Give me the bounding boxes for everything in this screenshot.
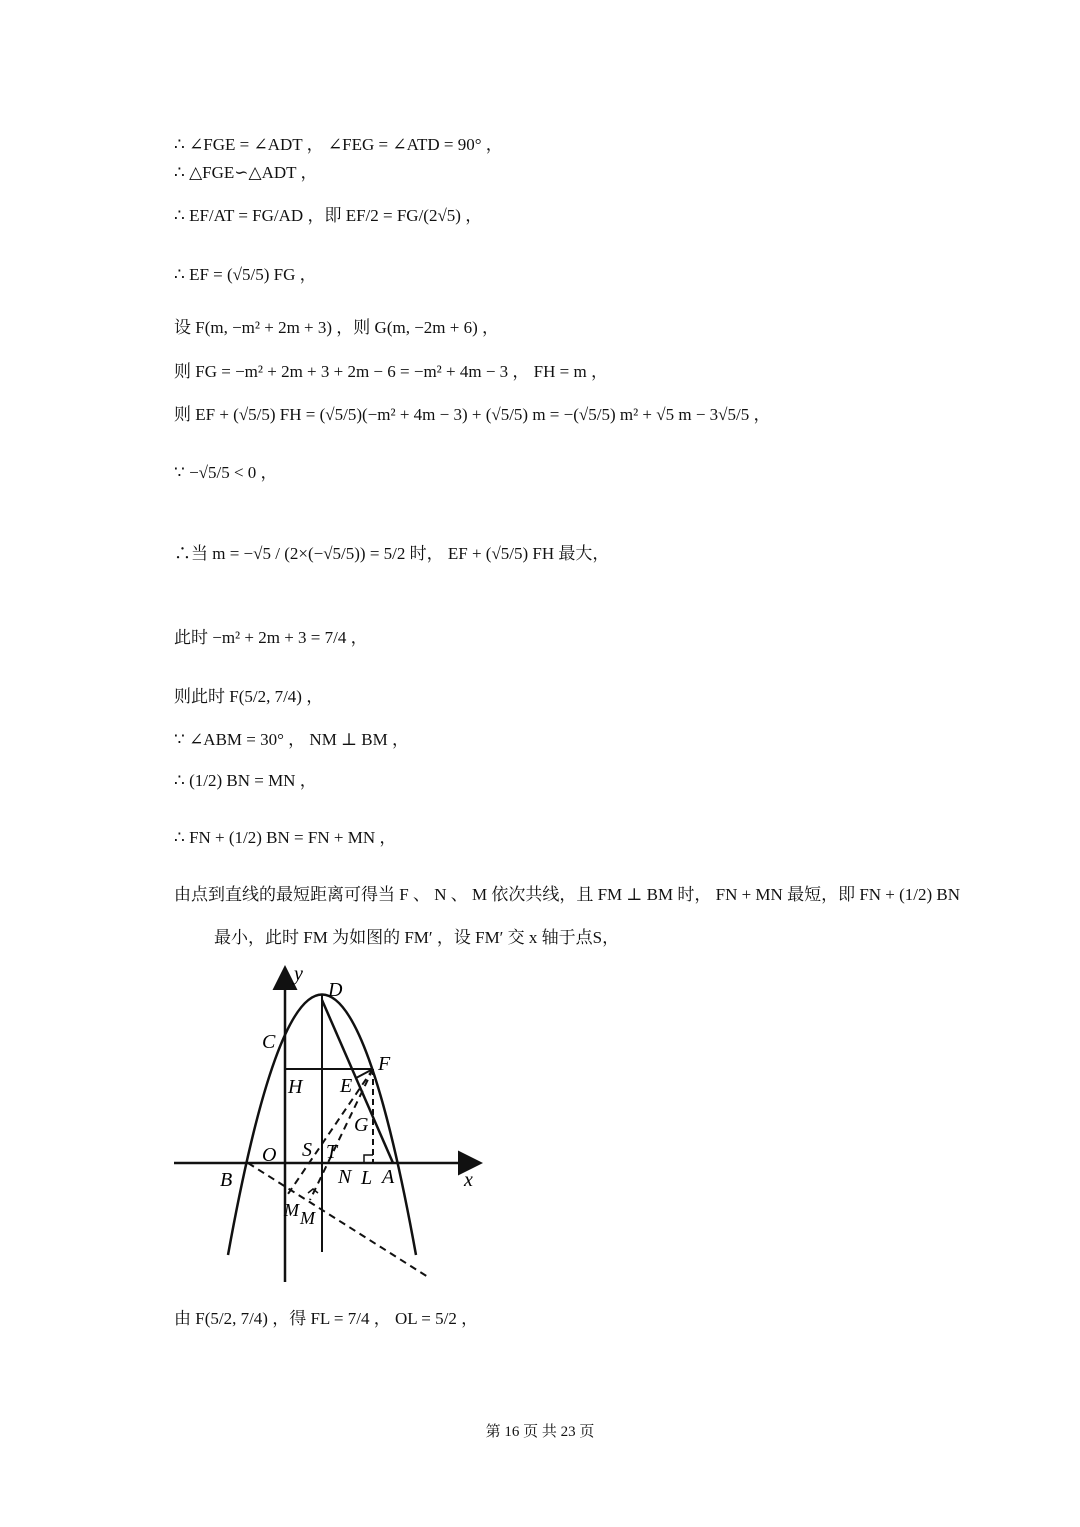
text-line-14: ∴ FN + (1/2) BN = FN + MN ， (174, 828, 397, 847)
label-m2: M (300, 1208, 315, 1228)
text-line-11: 则此时 F(5/2, 7/4) ， (174, 687, 324, 706)
label-y: y (294, 963, 303, 985)
label-d: D (328, 979, 343, 1001)
label-a: A (382, 1166, 395, 1188)
text-line-15: 由点到直线的最短距离可得当 F 、 N 、 M 依次共线，且 FM ⊥ BM 时， FN + MN 最短，即 FN + (1/2) BN (174, 885, 961, 904)
text-line-3: ∴ EF/AT = FG/AD ，即 EF/2 = FG/(2√5) ， (174, 206, 483, 225)
label-m1: M (284, 1200, 299, 1220)
label-s: S (302, 1139, 312, 1161)
label-e: E (340, 1075, 353, 1097)
label-g: G (354, 1114, 369, 1136)
text-line-5: 设 F(m, −m² + 2m + 3) ，则 G(m, −2m + 6) ， (174, 318, 500, 337)
text-line-13: ∴ (1/2) BN = MN ， (174, 771, 317, 790)
geometry-figure (170, 960, 490, 1290)
text-line-4: ∴ EF = (√5/5) FG ， (174, 265, 317, 284)
segment-da (322, 1000, 393, 1163)
label-b: B (220, 1169, 233, 1191)
text-line-9: ∴当 m = −√5 / (2×(−√5/5)) = 5/2 时， EF + (√5/5) FH 最大， (174, 544, 610, 563)
text-line-2: ∴ △FGE∽△ADT ， (174, 163, 318, 182)
text-line-7: 则 EF + (√5/5) FH = (√5/5)(−m² + 4m − 3) + (√5/5) m = −(√5/5) m² + √5 m − 3√5/5 ， (174, 405, 771, 424)
text-line-12: ∵ ∠ABM = 30° ， NM ⊥ BM ， (174, 730, 410, 749)
label-c: C (262, 1031, 276, 1053)
label-o: O (262, 1144, 277, 1166)
label-f: F (378, 1053, 391, 1075)
label-h: H (288, 1076, 303, 1098)
label-t: T (326, 1141, 338, 1163)
label-l: L (361, 1167, 373, 1189)
text-line-8: ∵ −√5/5 < 0 ， (174, 463, 278, 482)
page-footer: 第 16 页 共 23 页 (485, 1424, 595, 1440)
label-x: x (464, 1169, 473, 1191)
label-n: N (338, 1166, 352, 1188)
text-line-1: ∴ ∠FGE = ∠ADT ， ∠FEG = ∠ATD = 90° ， (174, 135, 503, 154)
text-line-6: 则 FG = −m² + 2m + 3 + 2m − 6 = −m² + 4m − 3 ， FH = m ， (174, 362, 608, 381)
text-line-17: 由 F(5/2, 7/4) ，得 FL = 7/4 ， OL = 5/2 ， (174, 1309, 479, 1328)
text-line-10: 此时 −m² + 2m + 3 = 7/4 ， (174, 628, 368, 647)
text-line-16: 最小，此时 FM 为如图的 FM′ ，设 FM′ 交 x 轴于点S， (214, 928, 620, 947)
